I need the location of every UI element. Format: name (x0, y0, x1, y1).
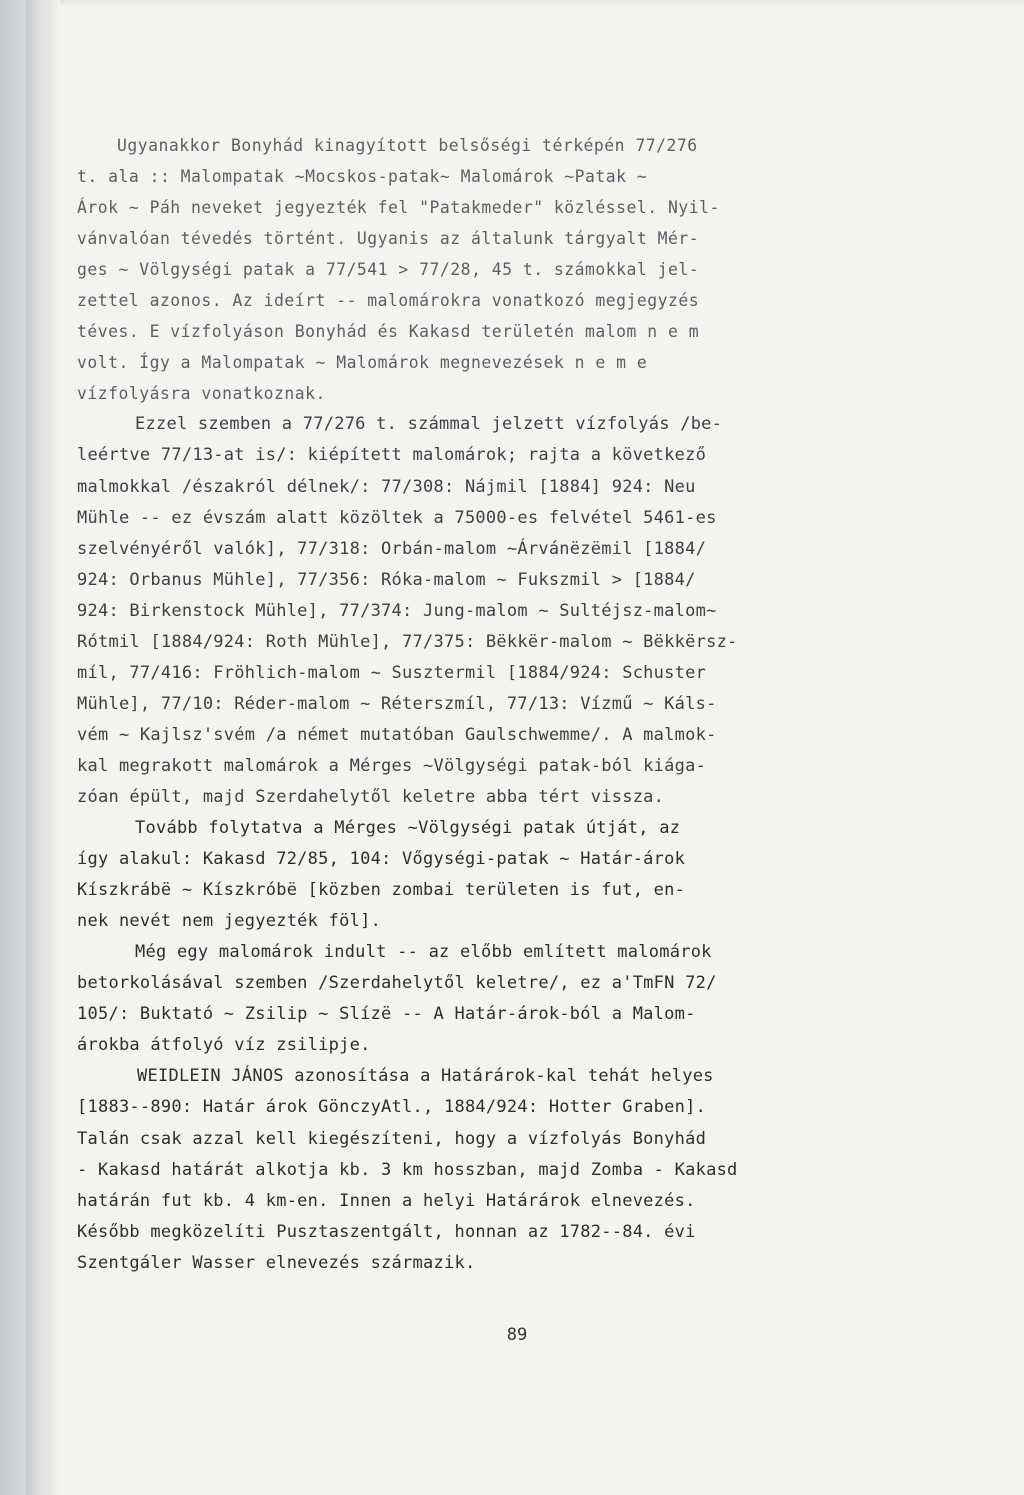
text-line: kal megrakott malomárok a Mérges ~Völgységi patak-ból kiága- (77, 755, 707, 776)
text-line: vízfolyásra vonatkoznak. (77, 384, 326, 404)
text-line: t. ala :: Malompatak ~Mocskos-patak~ Malomárok ~Patak ~ (77, 167, 648, 187)
text-line: zettel azonos. Az ideírt -- malomárokra vonatkozó megjegyzés (77, 291, 700, 311)
text-line: téves. E vízfolyáson Bonyhád és Kakasd területén malom n e m (77, 322, 700, 342)
text-line: ges ~ Völgységi patak a 77/541 > 77/28, 45 t. számokkal jel- (77, 260, 700, 280)
binding-fold (26, 0, 38, 1495)
scan-top-edge (60, 0, 1024, 6)
text-line: határán fut kb. 4 km-en. Innen a helyi Határárok elnevezés. (77, 1190, 696, 1211)
text-line: malmokkal /északról délnek/: 77/308: Nájmil [1884] 924: Neu (77, 476, 696, 497)
text-line: így alakul: Kakasd 72/85, 104: Vőgységi-patak ~ Határ-árok (77, 849, 686, 870)
text-line: Később megközelíti Pusztaszentgált, honnan az 1782--84. évi (77, 1221, 696, 1242)
text-line: Ezzel szemben a 77/276 t. számmal jelzett vízfolyás /be- (135, 414, 723, 435)
text-line: vém ~ Kajlsz'svém /a német mutatóban Gaulschwemme/. A malmok- (77, 724, 717, 745)
document-body (77, 130, 907, 1279)
text-line: Ugyanakkor Bonyhád kinagyított belsőségi térképén 77/276 (117, 136, 698, 155)
text-line: szelvényéről valók], 77/318: Orbán-malom ~Árvánëzëmil [1884/ (77, 538, 707, 559)
text-line: Mühle -- ez évszám alatt közöltek a 75000-es felvétel 5461-es (77, 507, 717, 528)
text-line: vánvalóan tévedés történt. Ugyanis az általunk tárgyalt Mér- (77, 229, 700, 249)
text-line: Rótmil [1884/924: Roth Mühle], 77/375: Bëkkër-malom ~ Bëkkërsz- (77, 631, 738, 652)
page-number: 89 (506, 1325, 528, 1345)
text-line: míl, 77/416: Fröhlich-malom ~ Susztermil [1884/924: Schuster (77, 662, 707, 683)
text-line: - Kakasd határát alkotja kb. 3 km hosszban, majd Zomba - Kakasd (77, 1159, 738, 1180)
text-line: 105/: Buktató ~ Zsilip ~ Slízë -- A Határ-árok-ból a Malom- (77, 1004, 696, 1025)
text-line: Talán csak azzal kell kiegészíteni, hogy a vízfolyás Bonyhád (77, 1128, 707, 1149)
text-line: leértve 77/13-at is/: kiépített malomárok; rajta a következő (77, 445, 707, 466)
text-line: Még egy malomárok indult -- az előbb említett malomárok (135, 942, 712, 963)
text-line: WEIDLEIN JÁNOS azonosítása a Határárok-kal tehát helyes (137, 1066, 714, 1087)
text-line: betorkolásával szemben /Szerdahelytől keletre/, ez a'TmFN 72/ (77, 973, 717, 994)
text-line: 924: Orbanus Mühle], 77/356: Róka-malom ~ Fukszmil > [1884/ (77, 569, 696, 590)
text-line: [1883--890: Határ árok GönczyAtl., 1884/924: Hotter Graben]. (77, 1097, 707, 1118)
text-line: zóan épült, majd Szerdahelytől keletre abba tért vissza. (77, 786, 665, 807)
text-line: Szentgáler Wasser elnevezés származik. (77, 1252, 476, 1273)
text-line: volt. Így a Malompatak ~ Malomárok megnevezések n e m e (77, 353, 648, 373)
text-line: Mühle], 77/10: Réder-malom ~ Réterszmíl, 77/13: Vízmű ~ Káls- (77, 693, 717, 714)
text-line: Tovább folytatva a Mérges ~Völgységi patak útját, az (135, 818, 681, 839)
text-line: árokba átfolyó víz zsilipje. (77, 1035, 371, 1056)
text-line: nek nevét nem jegyezték föl]. (77, 911, 382, 932)
scan-binding-shadow (0, 0, 60, 1495)
text-line: Árok ~ Páh neveket jegyezték fel "Patakmeder" közléssel. Nyil- (77, 198, 720, 218)
text-line: Kíszkrábë ~ Kíszkróbë [közben zombai területen is fut, en- (77, 880, 686, 901)
text-line: 924: Birkenstock Mühle], 77/374: Jung-malom ~ Sultéjsz-malom~ (77, 600, 717, 621)
